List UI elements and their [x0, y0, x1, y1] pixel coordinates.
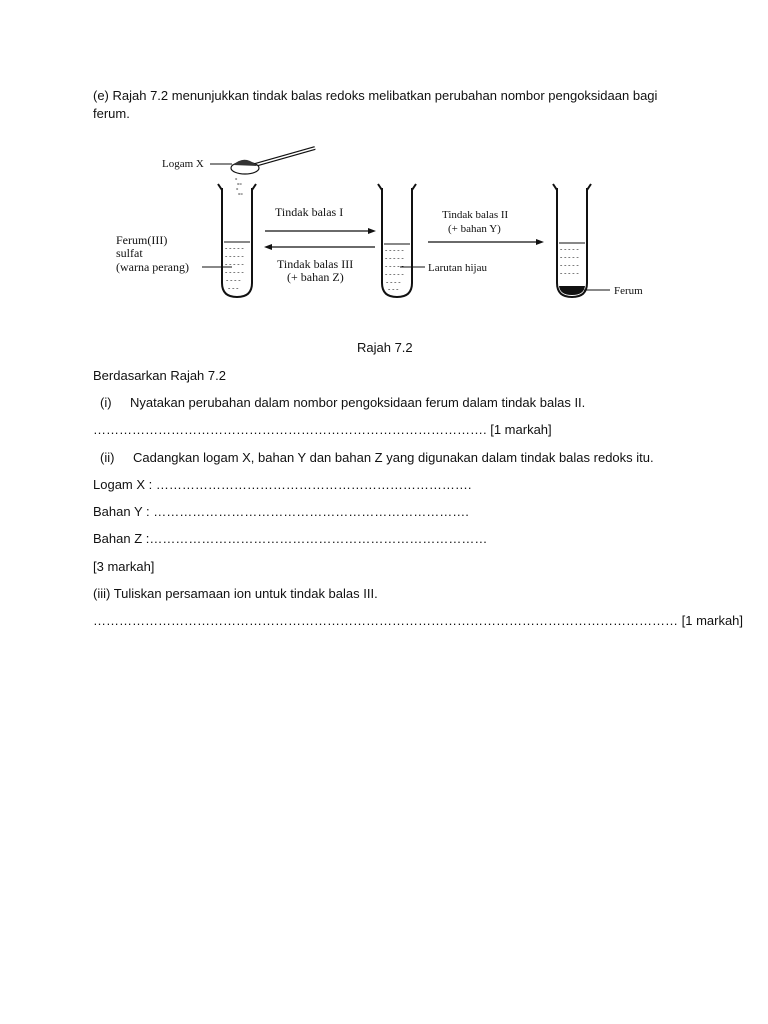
iron-deposit: [559, 286, 585, 295]
part-ii-marks: [3 markah]: [93, 559, 155, 574]
bahan-z-answer-line: Bahan Z :……………………………………………………………………: [93, 531, 488, 546]
part-ii-number: (ii): [100, 450, 115, 465]
ferum-label: Ferum: [614, 285, 643, 297]
ferum-sulfat-label-2: sulfat: [116, 246, 143, 260]
logam-x-label: Logam X: [162, 158, 204, 170]
part-iii-answer-line: ……………………………………………………………………………………………………………………… [1 markah]: [93, 613, 744, 628]
bahan-y-label: (+ bahan Y): [448, 223, 501, 235]
part-i-number: (i): [100, 395, 112, 410]
question-intro: (e) Rajah 7.2 menunjukkan tindak balas redoks melibatkan perubahan nombor pengoksidaan bagi ferum.: [93, 88, 658, 121]
reaction-2-label: Tindak balas II: [442, 209, 509, 221]
reaction-1-label: Tindak balas I: [275, 205, 344, 219]
larutan-hijau-label: Larutan hijau: [428, 262, 487, 274]
svg-text:- - - - -: - - - - -: [560, 245, 579, 253]
logam-x-answer-line: Logam X : ……………………………………………………………….: [93, 477, 472, 492]
reaction-3-label: Tindak balas III: [277, 257, 354, 271]
svg-text:- - - -: - - - -: [226, 276, 241, 284]
ferum-sulfat-label-3: (warna perang): [116, 260, 189, 274]
part-ii-question: Cadangkan logam X, bahan Y dan bahan Z yang digunakan dalam tindak balas redoks itu.: [133, 450, 654, 465]
test-tube-1: [218, 184, 256, 297]
svg-text:- - - - -: - - - - -: [560, 261, 579, 269]
bahan-z-label: (+ bahan Z): [287, 270, 344, 284]
arrow-right-icon: [368, 228, 376, 234]
figure-caption: Rajah 7.2: [357, 340, 413, 355]
test-tube-3: [553, 184, 591, 297]
svg-text:- - - -: - - - -: [386, 278, 401, 286]
svg-text:- - -: - - -: [228, 284, 239, 292]
reaction-diagram: [110, 140, 670, 310]
svg-text:°: °: [235, 178, 238, 184]
based-on-text: Berdasarkan Rajah 7.2: [93, 368, 226, 383]
spoon-icon: [231, 148, 315, 199]
ferum-sulfat-label-1: Ferum(III): [116, 233, 168, 247]
part-iii-question: (iii) Tuliskan persamaan ion untuk tindak balas III.: [93, 586, 378, 601]
part-i-question: Nyatakan perubahan dalam nombor pengoksidaan ferum dalam tindak balas II.: [130, 395, 586, 410]
test-tube-2: [378, 184, 416, 297]
arrow-right-icon: [536, 239, 544, 245]
svg-text:- - - - -: - - - - -: [225, 252, 244, 260]
svg-text:- - - - -: - - - - -: [560, 253, 579, 261]
svg-text:- - - - -: - - - - -: [225, 244, 244, 252]
svg-text:°°: °°: [238, 193, 243, 199]
svg-text:- - - - -: - - - - -: [385, 254, 404, 262]
svg-text:- - -: - - -: [388, 285, 399, 293]
svg-text:- - - - -: - - - - -: [560, 269, 579, 277]
arrow-left-icon: [264, 244, 272, 250]
svg-text:- - - - -: - - - - -: [225, 260, 244, 268]
svg-text:- - - - -: - - - - -: [385, 262, 404, 270]
svg-text:°: °: [236, 188, 239, 194]
svg-text:- - - - -: - - - - -: [225, 268, 244, 276]
svg-text:- - - - -: - - - - -: [385, 246, 404, 254]
svg-text:°°: °°: [237, 183, 242, 189]
bahan-y-answer-line: Bahan Y : ……………………………………………………………….: [93, 504, 469, 519]
svg-text:- - - - -: - - - - -: [385, 270, 404, 278]
part-i-answer-line: ………………………………………………………………………………. [1 markah]: [93, 422, 552, 437]
